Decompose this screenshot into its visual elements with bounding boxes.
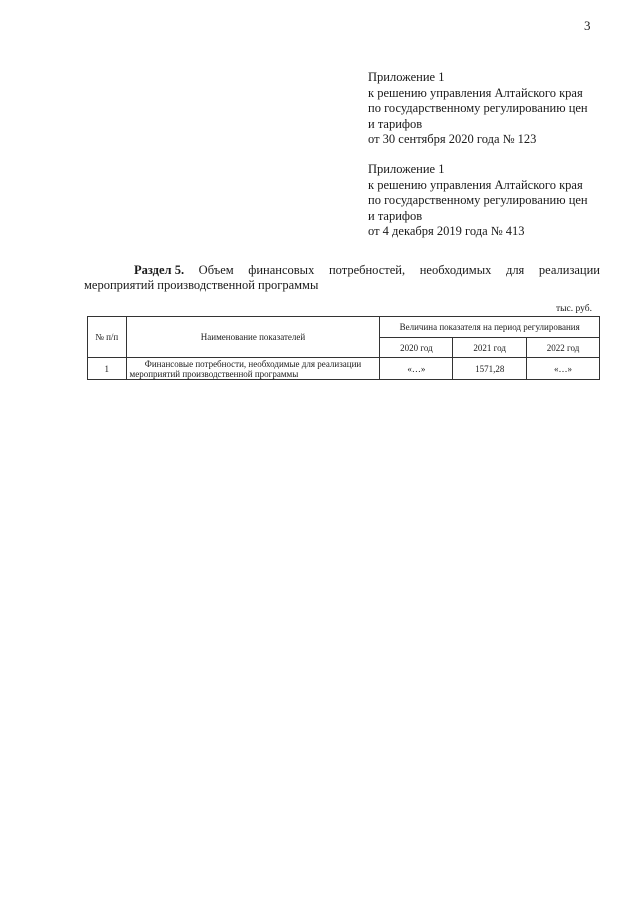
- section-title: [84, 263, 600, 293]
- appendix-previous-header: [368, 162, 618, 240]
- title-word: для: [505, 263, 525, 277]
- section-label: Раздел 5.: [134, 263, 185, 277]
- title-word: потребностей,: [328, 263, 406, 277]
- header-num: № п/п: [88, 317, 127, 358]
- title-word: необходимых: [419, 263, 492, 277]
- appendix-line: от 30 сентября 2020 года № 123: [368, 132, 537, 146]
- table-header-row: [88, 317, 600, 338]
- financial-needs-table: [87, 316, 600, 380]
- row-name: Финансовые потребности, необходимые для реализации мероприятий производственной программы: [126, 358, 380, 380]
- page-number: 3: [584, 18, 591, 33]
- appendix-line: к решению управления Алтайского края: [368, 177, 583, 192]
- row-value: «…»: [380, 358, 453, 380]
- appendix-line: Приложение 1: [368, 162, 445, 176]
- title-word: реализации: [538, 263, 600, 277]
- units-label: тыс. руб.: [556, 304, 592, 314]
- appendix-line: и тарифов: [368, 116, 423, 131]
- appendix-line: по государственному регулированию цен: [368, 101, 588, 115]
- appendix-line: по государственному регулированию цен: [368, 193, 588, 207]
- row-value: «…»: [527, 358, 600, 380]
- table-row: [88, 358, 600, 380]
- appendix-line: Приложение 1: [368, 70, 445, 84]
- row-num: 1: [88, 358, 127, 380]
- appendix-line: к решению управления Алтайского края: [368, 85, 583, 100]
- header-year: 2022 год: [527, 338, 600, 358]
- section-title-line1: [84, 263, 600, 278]
- header-name: Наименование показателей: [126, 317, 380, 358]
- appendix-line: от 4 декабря 2019 года № 413: [368, 224, 525, 238]
- header-year: 2020 год: [380, 338, 453, 358]
- title-word: Объем: [198, 263, 234, 277]
- appendix-current-header: [368, 70, 618, 148]
- header-year: 2021 год: [453, 338, 527, 358]
- title-word: финансовых: [248, 263, 315, 277]
- section-title-line2: мероприятий производственной программы: [84, 278, 319, 292]
- header-period: Величина показателя на период регулирования: [380, 317, 600, 338]
- appendix-line: и тарифов: [368, 208, 423, 223]
- row-value: 1571,28: [453, 358, 527, 380]
